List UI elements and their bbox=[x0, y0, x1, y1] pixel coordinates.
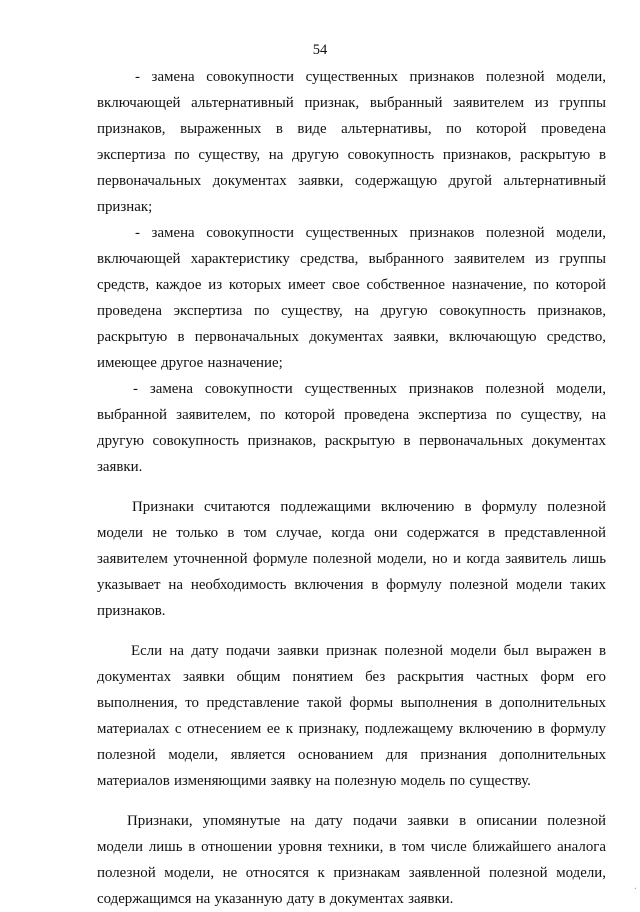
paragraph-features-inclusion: Признаки считаются подлежащими включению в формулу полезной модели не только в том случае, когда они содержатся в представленной заявителем уточненной формуле полезной модели, но и когда заявитель лишь указывает на необходимость включения в формулу полезной модели таких признаков. bbox=[97, 499, 606, 619]
paragraph-general-concept: Если на дату подачи заявки признак полезной модели был выражен в документах заявки общим понятием без раскрытия частных форм его выполнения, то представление такой формы выполнения в дополнительных материалах с отнесением ее к признаку, подлежащему включению в формулу полезной модели, является основанием для признания дополнительных материалов изменяющими заявку на полезную модель по существу. bbox=[97, 643, 606, 789]
paragraph-means-feature-replacement: - замена совокупности существенных признаков полезной модели, включающей характеристику средства, выбранного заявителем из группы средств, каждое из которых имеет свое собственное назначение, по которой проведена экспертиза по существу, на другую совокупность признаков, раскрытую в первоначальных документах заявки, включающую средство, имеющее другое назначение; bbox=[97, 225, 606, 371]
paragraph-selected-set-replacement: - замена совокупности существенных признаков полезной модели, выбранной заявителем, по которой проведена экспертиза по существу, на другую совокупность признаков, раскрытую в первоначальных документах заявки. bbox=[97, 381, 606, 475]
paragraph-prior-art-features: Признаки, упомянутые на дату подачи заявки в описании полезной модели лишь в отношении уровня техники, в том числе ближайшего аналога полезной модели, не относятся к признакам заявленной полезной модели, содержащимся на указанную дату в документах заявки. bbox=[97, 813, 606, 907]
paragraph-alternative-feature-replacement: - замена совокупности существенных признаков полезной модели, включающей альтернативный признак, выбранный заявителем из группы признаков, выраженных в виде альтернативы, по которой проведена экспертиза по существу, на другую совокупность признаков, раскрытую в первоначальных документах заявки, содержащую другой альтернативный признак; bbox=[97, 69, 606, 215]
scan-corner-mark: · bbox=[633, 884, 637, 895]
page-number: 54 bbox=[312, 42, 328, 58]
document-body bbox=[97, 64, 606, 912]
